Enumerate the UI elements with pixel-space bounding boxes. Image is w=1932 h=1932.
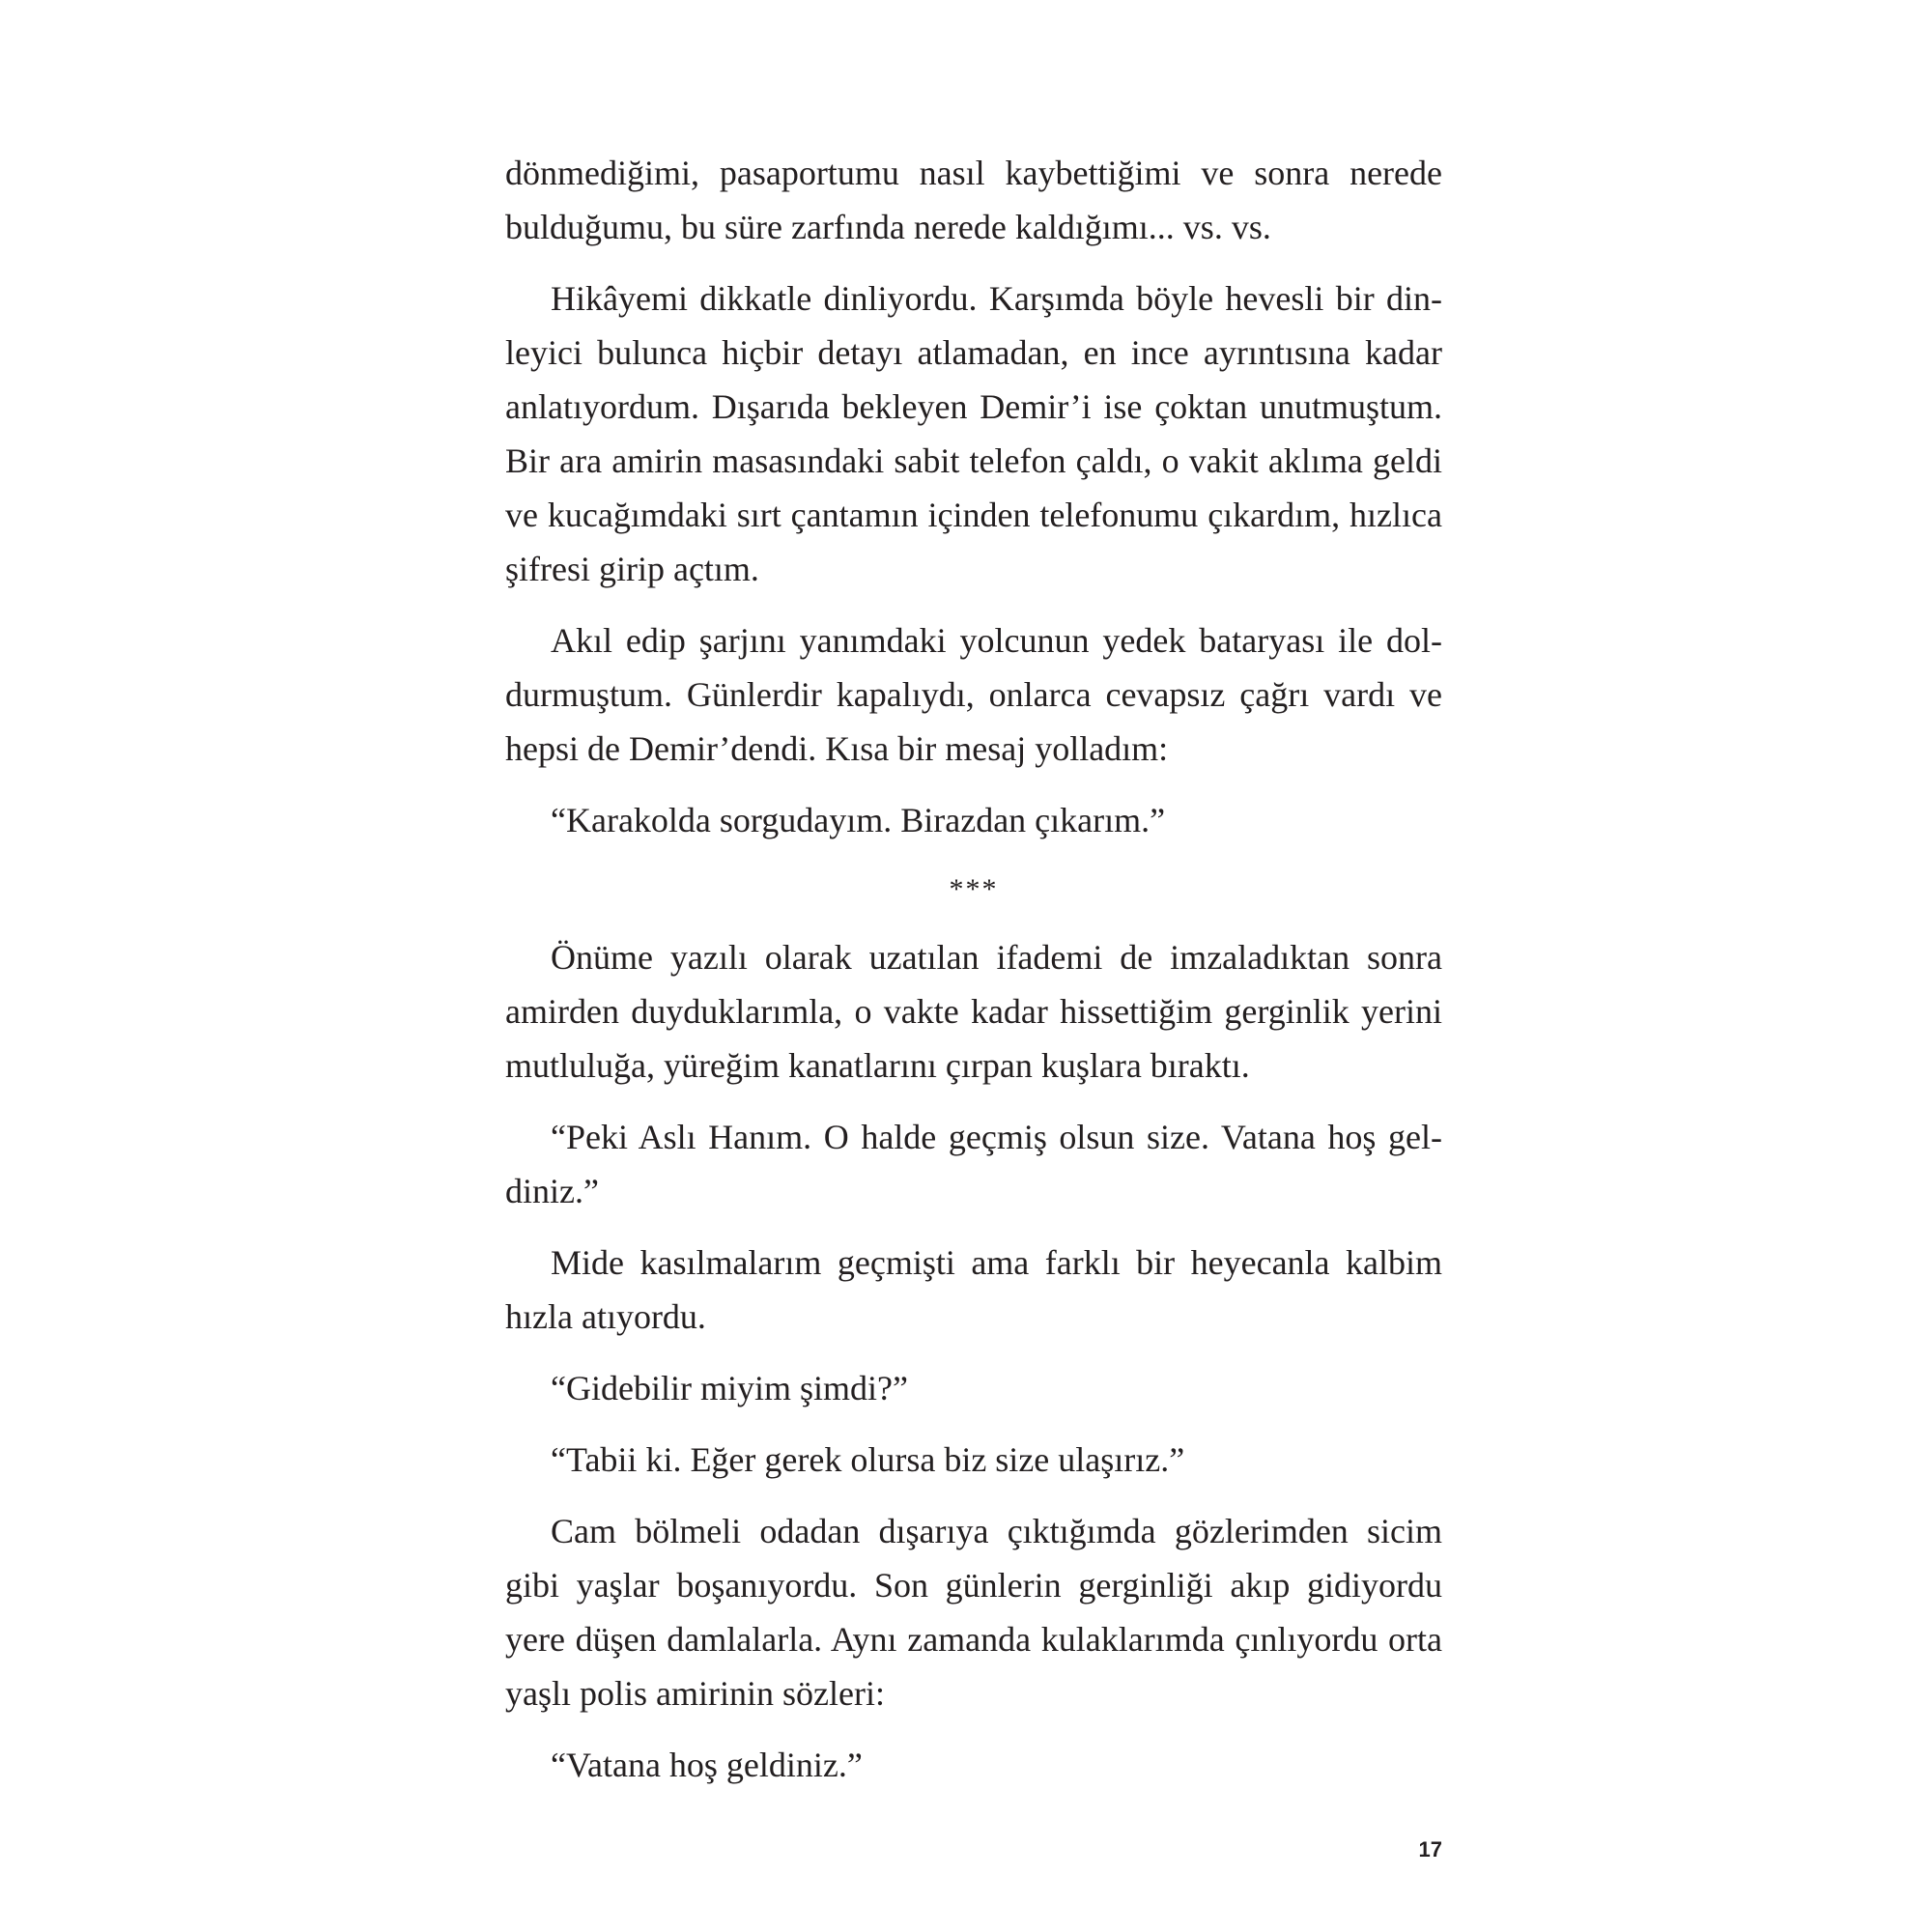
section-separator: *** (949, 873, 999, 905)
dialogue-line: “Karakolda sorgudayım. Birazdan çıkarım.” (551, 801, 1166, 839)
dialogue-line: “Vatana hoş geldiniz.” (551, 1746, 863, 1784)
page-number: 17 (1418, 1837, 1442, 1861)
paragraph: Mide kasılmalarım geçmişti ama farklı bir heyecanla kalbim hızla atıyordu. (505, 1243, 1442, 1336)
paragraph: Cam bölmeli odadan dışarıya çıktığımda gözlerimden sicim gibi yaşlar boşanıyordu. Son günlerin gerginliği akıp gidiyordu yere düşen damlalarla. Aynı zamanda kulaklarımda çınlıyordu orta yaşlı polis amirinin sözleri: (505, 1512, 1442, 1713)
paragraph: Akıl edip şarjını yanımdaki yolcunun yedek bataryası ile dol-durmuştum. Günlerdir kapalıydı, onlarca cevapsız çağrı vardı ve hepsi de Demir’dendi. Kısa bir mesaj yolladım: (505, 621, 1442, 768)
dialogue-line: “Peki Aslı Hanım. O halde geçmiş olsun size. Vatana hoş gel-diniz.” (505, 1118, 1442, 1210)
page-body (505, 146, 1442, 1809)
paragraph: dönmediğimi, pasaportumu nasıl kaybettiğimi ve sonra nerede bulduğumu, bu süre zarfında nerede kaldığımı... vs. vs. (505, 154, 1442, 246)
paragraph: Hikâyemi dikkatle dinliyordu. Karşımda böyle hevesli bir din-leyici bulunca hiçbir detayı atlamadan, en ince ayrıntısına kadar anlatıyordum. Dışarıda bekleyen Demir’i ise çoktan unutmuştum. Bir ara amirin masasındaki sabit telefon çaldı, o vakit aklıma geldi ve kucağımdaki sırt çantamın içinden telefonumu çıkardım, hızlıca şifresi girip açtım. (505, 279, 1442, 588)
paragraph: Önüme yazılı olarak uzatılan ifademi de imzaladıktan sonra amirden duyduklarımla, o vakte kadar hissettiğim gerginlik yerini mutluluğa, yüreğim kanatlarını çırpan kuşlara bıraktı. (505, 938, 1442, 1085)
dialogue-line: “Tabii ki. Eğer gerek olursa biz size ulaşırız.” (551, 1440, 1185, 1479)
dialogue-line: “Gidebilir miyim şimdi?” (551, 1369, 908, 1407)
